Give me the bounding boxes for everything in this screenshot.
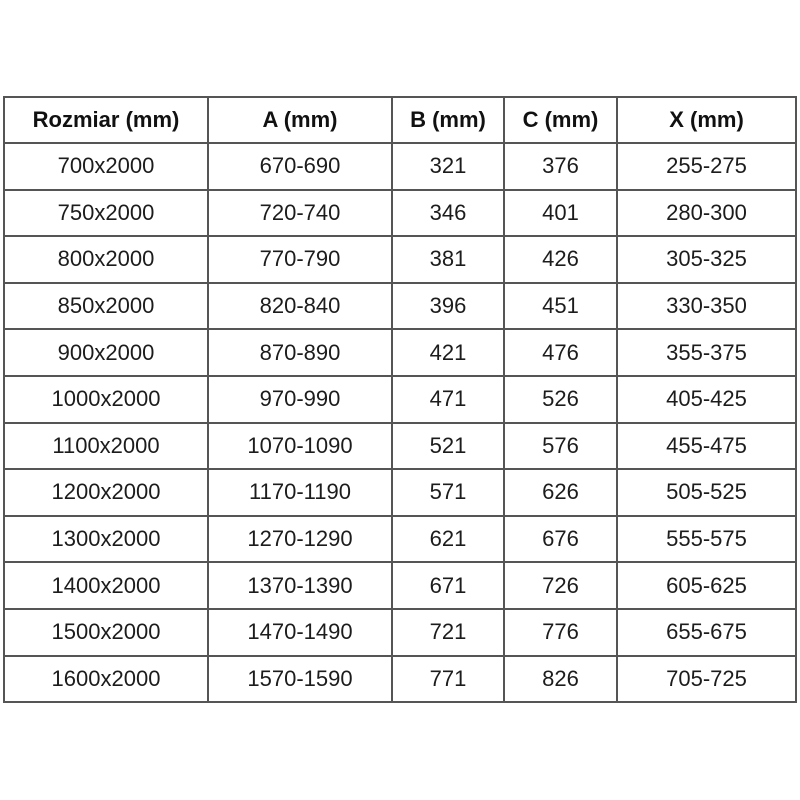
- table-cell: 381: [392, 236, 504, 283]
- column-header-x: X (mm): [617, 97, 796, 143]
- table-header-row: [4, 97, 796, 143]
- table-cell: 1100x2000: [4, 423, 208, 470]
- table-cell: 451: [504, 283, 617, 330]
- table-cell: 1300x2000: [4, 516, 208, 563]
- table-row: [4, 423, 796, 470]
- table-cell: 850x2000: [4, 283, 208, 330]
- column-header-a: A (mm): [208, 97, 392, 143]
- table-row: [4, 236, 796, 283]
- table-cell: 1500x2000: [4, 609, 208, 656]
- table-cell: 820-840: [208, 283, 392, 330]
- table-row: [4, 656, 796, 703]
- table-cell: 776: [504, 609, 617, 656]
- table-cell: 280-300: [617, 190, 796, 237]
- table-cell: 771: [392, 656, 504, 703]
- table-cell: 720-740: [208, 190, 392, 237]
- table-cell: 670-690: [208, 143, 392, 190]
- table-cell: 521: [392, 423, 504, 470]
- table-cell: 705-725: [617, 656, 796, 703]
- size-dimensions-table: [3, 96, 797, 703]
- table-cell: 726: [504, 562, 617, 609]
- table-cell: 426: [504, 236, 617, 283]
- table-cell: 621: [392, 516, 504, 563]
- table-row: [4, 609, 796, 656]
- table-row: [4, 469, 796, 516]
- table-cell: 421: [392, 329, 504, 376]
- table-cell: 396: [392, 283, 504, 330]
- table-cell: 970-990: [208, 376, 392, 423]
- table-cell: 655-675: [617, 609, 796, 656]
- table-cell: 571: [392, 469, 504, 516]
- table-cell: 321: [392, 143, 504, 190]
- table-cell: 305-325: [617, 236, 796, 283]
- table-row: [4, 376, 796, 423]
- table-cell: 330-350: [617, 283, 796, 330]
- table-cell: 870-890: [208, 329, 392, 376]
- table-row: [4, 190, 796, 237]
- table-cell: 1170-1190: [208, 469, 392, 516]
- table-cell: 605-625: [617, 562, 796, 609]
- table-cell: 1000x2000: [4, 376, 208, 423]
- table-cell: 401: [504, 190, 617, 237]
- table-cell: 471: [392, 376, 504, 423]
- table-cell: 346: [392, 190, 504, 237]
- table-cell: 826: [504, 656, 617, 703]
- table-row: [4, 143, 796, 190]
- table-row: [4, 516, 796, 563]
- table-cell: 1470-1490: [208, 609, 392, 656]
- table-cell: 1070-1090: [208, 423, 392, 470]
- column-header-c: C (mm): [504, 97, 617, 143]
- table-cell: 1200x2000: [4, 469, 208, 516]
- table-cell: 1600x2000: [4, 656, 208, 703]
- table-cell: 1270-1290: [208, 516, 392, 563]
- table-cell: 376: [504, 143, 617, 190]
- table-cell: 476: [504, 329, 617, 376]
- table-cell: 1370-1390: [208, 562, 392, 609]
- table-cell: 721: [392, 609, 504, 656]
- table-cell: 526: [504, 376, 617, 423]
- table-cell: 555-575: [617, 516, 796, 563]
- table-cell: 770-790: [208, 236, 392, 283]
- table-cell: 505-525: [617, 469, 796, 516]
- table-cell: 1400x2000: [4, 562, 208, 609]
- table-cell: 671: [392, 562, 504, 609]
- column-header-rozmiar: Rozmiar (mm): [4, 97, 208, 143]
- table-cell: 455-475: [617, 423, 796, 470]
- table-cell: 676: [504, 516, 617, 563]
- table-cell: 576: [504, 423, 617, 470]
- table-cell: 355-375: [617, 329, 796, 376]
- table-cell: 800x2000: [4, 236, 208, 283]
- table-cell: 1570-1590: [208, 656, 392, 703]
- table-cell: 700x2000: [4, 143, 208, 190]
- table-cell: 255-275: [617, 143, 796, 190]
- table-cell: 405-425: [617, 376, 796, 423]
- column-header-b: B (mm): [392, 97, 504, 143]
- table-cell: 900x2000: [4, 329, 208, 376]
- table-row: [4, 562, 796, 609]
- table-cell: 626: [504, 469, 617, 516]
- table-row: [4, 283, 796, 330]
- table-cell: 750x2000: [4, 190, 208, 237]
- table-row: [4, 329, 796, 376]
